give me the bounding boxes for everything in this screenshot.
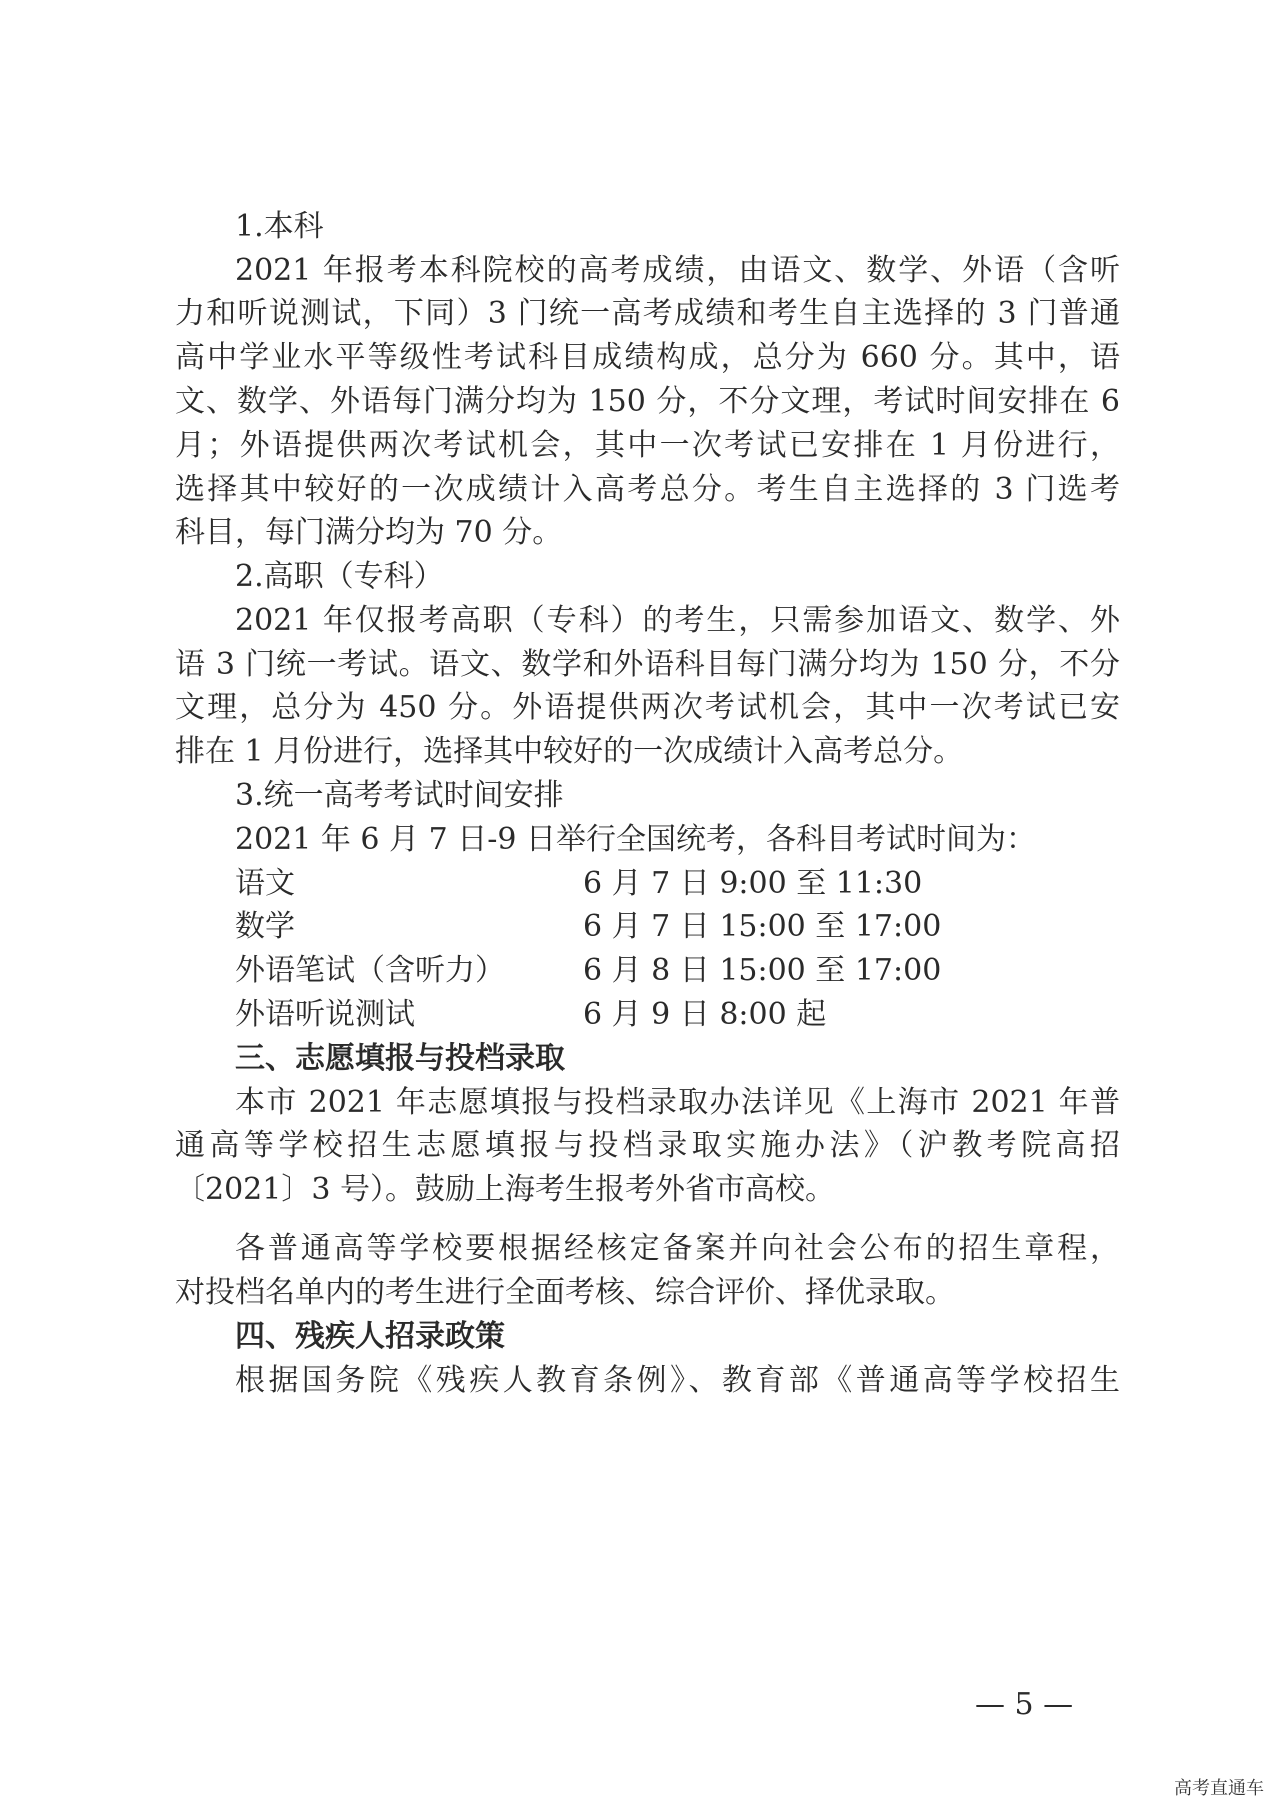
subsection-title-schedule: 3.统一高考考试时间安排 xyxy=(235,778,564,813)
paragraph-line: 2021 年仅报考高职（专科）的考生，只需参加语文、数学、外 xyxy=(235,603,1120,638)
schedule-subject: 外语笔试（含听力） xyxy=(235,953,505,988)
paragraph-line: 月；外语提供两次考试机会，其中一次考试已安排在 1 月份进行， xyxy=(175,428,1120,463)
schedule-intro: 2021 年 6 月 7 日-9 日举行全国统考，各科目考试时间为： xyxy=(235,822,1036,857)
paragraph-line: 通高等学校招生志愿填报与投档录取实施办法》（沪教考院高招 xyxy=(175,1128,1120,1163)
page-number: — 5 — xyxy=(975,1687,1074,1722)
watermark-text: 高考直通车 xyxy=(1174,1778,1264,1799)
paragraph-line: 文理，总分为 450 分。外语提供两次考试机会，其中一次考试已安 xyxy=(175,690,1120,725)
paragraph-line: 力和听说测试，下同）3 门统一高考成绩和考生自主选择的 3 门普通 xyxy=(175,296,1120,331)
paragraph-line: 本市 2021 年志愿填报与投档录取办法详见《上海市 2021 年普 xyxy=(235,1085,1120,1120)
paragraph-line: 文、数学、外语每门满分均为 150 分，不分文理，考试时间安排在 6 xyxy=(175,384,1120,419)
paragraph-line: 各普通高等学校要根据经核定备案并向社会公布的招生章程， xyxy=(235,1231,1120,1266)
paragraph-line: 高中学业水平等级性考试科目成绩构成，总分为 660 分。其中，语 xyxy=(175,340,1120,375)
paragraph-line: 根据国务院《残疾人教育条例》、教育部《普通高等学校招生 xyxy=(235,1363,1120,1398)
paragraph-line: 排在 1 月份进行，选择其中较好的一次成绩计入高考总分。 xyxy=(175,734,964,769)
paragraph-line: 〔2021〕3 号）。鼓励上海考生报考外省市高校。 xyxy=(175,1172,835,1207)
paragraph-line: 2021 年报考本科院校的高考成绩，由语文、数学、外语（含听 xyxy=(235,253,1120,288)
section-heading-disability: 四、残疾人招录政策 xyxy=(235,1319,505,1354)
paragraph-line: 语 3 门统一考试。语文、数学和外语科目每门满分均为 150 分，不分 xyxy=(175,647,1120,682)
paragraph-line: 科目，每门满分均为 70 分。 xyxy=(175,515,563,550)
section-heading-admission: 三、志愿填报与投档录取 xyxy=(235,1041,565,1076)
schedule-time: 6 月 9 日 8:00 起 xyxy=(583,997,827,1032)
schedule-subject: 外语听说测试 xyxy=(235,997,415,1032)
schedule-subject: 语文 xyxy=(235,866,295,901)
schedule-subject: 数学 xyxy=(235,909,295,944)
schedule-time: 6 月 7 日 15:00 至 17:00 xyxy=(583,909,942,944)
schedule-time: 6 月 7 日 9:00 至 11:30 xyxy=(583,866,923,901)
paragraph-line: 选择其中较好的一次成绩计入高考总分。考生自主选择的 3 门选考 xyxy=(175,472,1120,507)
paragraph-line: 对投档名单内的考生进行全面考核、综合评价、择优录取。 xyxy=(175,1275,955,1310)
schedule-time: 6 月 8 日 15:00 至 17:00 xyxy=(583,953,942,988)
subsection-title-vocational: 2.高职（专科） xyxy=(235,559,444,594)
subsection-title-undergrad: 1.本科 xyxy=(235,209,324,244)
